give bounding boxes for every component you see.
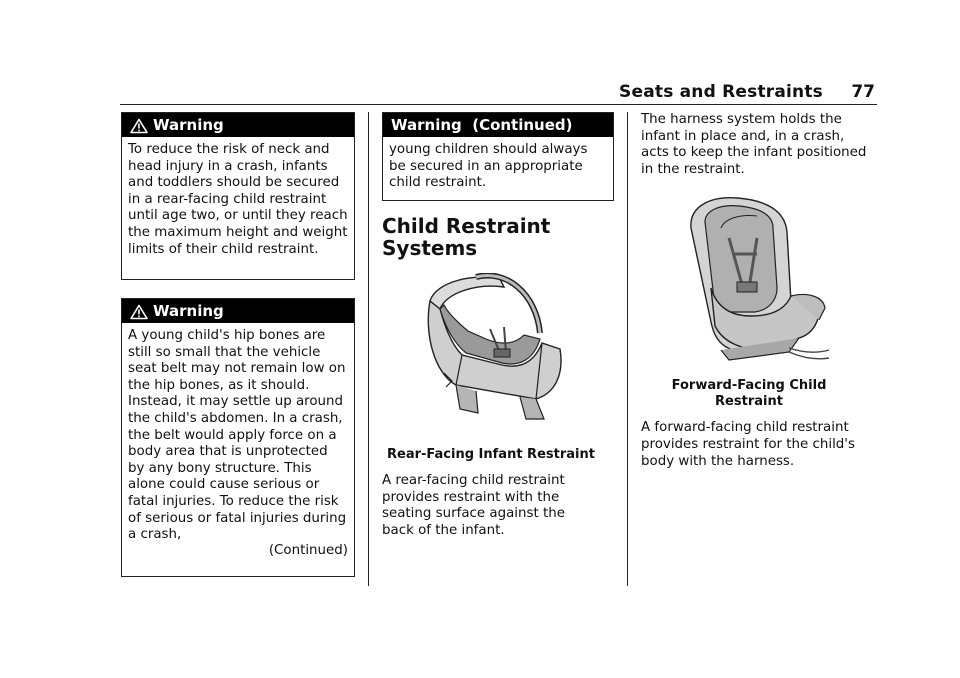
figure-caption-rear-facing: Rear-Facing Infant Restraint <box>387 447 595 462</box>
warning-heading: Warning <box>153 302 224 320</box>
figure-caption-forward-facing: Forward-Facing Child Restraint <box>671 378 827 410</box>
page-header <box>120 82 877 105</box>
warning-header <box>122 299 354 323</box>
warning-body <box>122 323 354 565</box>
warning-box-hip-bones <box>121 298 355 577</box>
warning-box-neck-injury <box>121 112 355 280</box>
column-left <box>121 112 355 577</box>
page-number: 77 <box>851 82 875 102</box>
paragraph-forward-facing: A forward-facing child restraint provides restraint for the child's body with the harness. <box>641 420 855 469</box>
rear-facing-infant-seat-illustration <box>416 273 614 423</box>
warning-body: To reduce the risk of neck and head injury in a crash, infants and toddlers should be secured in a rear-facing child restraint until age two, or until they reach the maximum height and weight limits of their child restraint. <box>128 142 348 257</box>
warning-heading: Warning <box>153 116 224 134</box>
warning-header <box>122 113 354 137</box>
warning-header: Warning (Continued) <box>383 113 613 137</box>
warning-triangle-icon <box>130 304 148 320</box>
paragraph-harness-system: The harness system holds the infant in place and, in a crash, acts to keep the infant positioned in the restraint. <box>641 112 867 177</box>
column-divider <box>368 112 369 586</box>
warning-body: young children should always be secured in an appropriate child restraint. <box>389 142 588 191</box>
column-divider <box>627 112 628 586</box>
section-header-title: Seats and Restraints <box>619 82 823 102</box>
column-right <box>641 112 877 470</box>
paragraph-rear-facing: A rear-facing child restraint provides restraint with the seating surface against the back of the infant. <box>382 473 565 538</box>
warning-triangle-icon <box>130 118 148 134</box>
warning-body-text: A young child's hip bones are still so small that the vehicle seat belt may not remain low on the hip bones, as it should. Instead, it may settle up around the child's abdomen. In a crash, the belt would apply force on a body area that is unprotected by any bony structure. This alone could cause serious or fatal injuries. To reduce the risk of serious or fatal injuries during a crash, <box>128 328 347 543</box>
continued-label: (Continued) <box>268 542 348 558</box>
warning-box-continued <box>382 112 614 201</box>
section-title: Child Restraint Systems <box>382 214 551 260</box>
forward-facing-child-seat-illustration <box>681 192 877 370</box>
column-middle <box>382 112 614 539</box>
